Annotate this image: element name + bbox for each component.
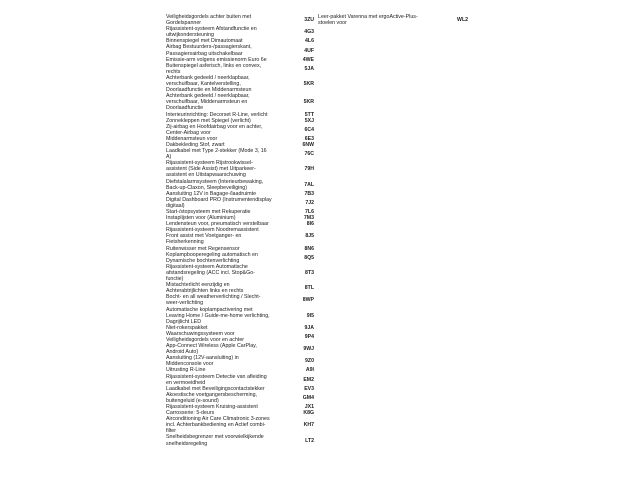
option-code: 7L6	[305, 209, 314, 215]
option-code: 8N6	[304, 245, 314, 252]
option-row	[166, 282, 314, 294]
option-code: LT2	[305, 437, 314, 444]
option-label: Ruitenwisser met Regensensor	[166, 245, 240, 252]
option-label: Automatische koplampactivering met Leaving Home / Guide-me-home verlichting, Dagrijlicht LED	[166, 306, 270, 325]
option-row	[166, 252, 314, 264]
option-label: Achterbank gedeeld / neerklapbaar, verschuifbaar, Middenarmsteun en Doorlaadfunctie	[166, 93, 250, 112]
option-label: Digital Dashboard PRO (Instrumentendisplay digitaal)	[166, 196, 272, 209]
option-label: Start-/stopsysteem met Rekuperatie	[166, 209, 251, 215]
option-label: Achterbank gedeeld / neerklapbaar, verschuifbaar, Kantelverstelling, Doorlaadfunctie en Middenarmsteun	[166, 74, 252, 94]
option-label: Leer-pakket Varenna met ergoActive-Plus-stoelen voor	[318, 14, 418, 27]
option-code: 5KR	[303, 81, 314, 88]
option-label: Rijassistent-systeem Automatische afstandsregeling (ACC incl. Stop&Go-functie)	[166, 263, 255, 283]
option-label: Zonnekleppen met Spiegel (verlicht)	[166, 117, 251, 124]
option-row	[166, 374, 314, 386]
option-label: Waarschuwingssysteem voor Veiligheidsgordels voor en achter	[166, 330, 245, 343]
option-code: 8J5	[305, 233, 314, 240]
option-row	[166, 416, 314, 434]
option-code: 5XJ	[304, 117, 314, 124]
option-label: Emissie-arm volgens emissienorm Euro 6e	[166, 56, 267, 63]
option-label: Mistachterlicht eenzijdig en Achterabtrijlichten links en rechts	[166, 282, 244, 295]
option-code: 4G3	[304, 29, 314, 36]
option-code: 8I6	[306, 221, 314, 228]
option-label: Buitenspiegel asferisch, links en convex, rechts	[166, 62, 262, 75]
option-label: Aansluiting (12V-aansluiting) in Middenconsole voor	[166, 355, 239, 368]
option-label: Interieurinrichting: Decorset R-Line, verlicht	[166, 111, 268, 118]
option-row	[166, 148, 314, 160]
option-code: 6E3	[304, 135, 314, 142]
option-code: GM4	[302, 394, 314, 401]
option-code: 6NW	[302, 141, 314, 148]
option-row	[166, 294, 314, 306]
option-row	[166, 44, 314, 56]
options-list-right	[318, 14, 468, 26]
option-code: 4L6	[305, 38, 314, 45]
option-code: 8Q5	[304, 254, 314, 261]
option-code: JX1	[304, 404, 314, 410]
option-code: A9I	[305, 367, 314, 374]
option-label: Koplampbooperegeling automatisch en Dynamische bochtenverlichting	[166, 251, 258, 264]
option-code: 4UF	[304, 47, 314, 54]
option-code: 5JA	[304, 65, 314, 72]
option-row	[166, 331, 314, 343]
option-code: 7B3	[304, 190, 314, 197]
option-row	[166, 307, 314, 325]
option-row	[166, 392, 314, 404]
option-row	[318, 14, 468, 26]
option-label: Akoestische voetgangersbescherming, buitengeluid (e-sound)	[166, 391, 257, 404]
option-code: 6C4	[304, 126, 314, 133]
option-row	[166, 75, 314, 93]
option-code: WL2	[457, 17, 468, 24]
option-code: 9I5	[306, 312, 314, 319]
option-label: Uitrusting R-Line	[166, 367, 206, 374]
option-label: Laadkabel met Type 2-stekker (Mode 3, 16 A)	[166, 148, 267, 161]
option-code: 9WJ	[303, 346, 314, 353]
option-row	[166, 93, 314, 111]
option-row	[166, 197, 314, 209]
option-code: 8WP	[302, 297, 314, 304]
option-row	[166, 160, 314, 178]
option-label: Rijassistent-systeem Rijstrookwissel-assistent (Side Assist) met Uitparkeer-assistent en Uitstapwaarschuwing	[166, 160, 256, 179]
option-code: 9Z0	[305, 358, 314, 365]
option-label: Carrosserie: 5-deurs	[166, 410, 215, 417]
option-row	[166, 264, 314, 282]
option-label: Niet-rokerspakket	[166, 324, 208, 331]
option-label: Rijassistent-systeem Afstandfunctie en uitwijkondersteuning	[166, 26, 257, 39]
option-code: EM2	[303, 376, 314, 383]
option-code: 79H	[304, 166, 314, 173]
option-code: 3ZU	[304, 17, 314, 24]
option-label: Rijassistent-systeem Kruising-assistent	[166, 404, 258, 410]
option-label: Airbag Bestuurders-/passagierskant, Passagiersairbag uitschakelbaar	[166, 44, 252, 57]
option-row	[166, 434, 314, 446]
option-code: 9JA	[304, 324, 314, 331]
option-row	[166, 14, 314, 26]
option-code: K8G	[303, 410, 314, 417]
option-label: Airconditioning Air Care Climatronic 3-zones incl. Achterbankbediening en Actief combi-filter	[166, 416, 270, 435]
option-row	[166, 343, 314, 355]
option-code: 9P4	[304, 333, 314, 340]
option-row	[166, 124, 314, 136]
option-label: Bocht- en all weatherverlichting / Slecht-weer-verlichting	[166, 294, 261, 307]
option-code: 7AL	[304, 181, 314, 188]
options-list-left	[166, 14, 314, 447]
option-row	[166, 355, 314, 367]
option-row	[166, 227, 314, 245]
option-code: 7M3	[303, 215, 314, 222]
option-label: App-Connect Wireless (Apple CarPlay, Android Auto)	[166, 343, 257, 356]
option-row	[166, 26, 314, 38]
option-label: Laadkabel met Beveiligingscontactstekker	[166, 385, 265, 392]
option-row	[166, 63, 314, 75]
option-label: Rijassistent-systeem Detectie van afleiding en vermoeidheid	[166, 373, 267, 386]
option-code: 7J2	[305, 199, 314, 206]
option-label: Binnenspiegel met Dimautomaat	[166, 38, 243, 45]
option-code: 76C	[304, 151, 314, 158]
option-code: 8TL	[304, 285, 314, 292]
option-label: Snelheidsbegrenzer met voorwielkijkende snelheidsregeling	[166, 434, 264, 447]
option-label: Middenarmsteun voor	[166, 135, 218, 142]
option-code: 5KR	[303, 99, 314, 106]
option-label: Diefstalalarmsysteem (Interieurbewaking, Back-up-Claxon, Sleepbeveiliging)	[166, 178, 264, 191]
option-label: Rijassistent-systeem Noodremassistent Front assist met Voetganger- en Fietsherkenning	[166, 227, 259, 246]
option-row	[166, 179, 314, 191]
option-label: Veiligheidsgordels achter buiten met Gordelspanner	[166, 14, 252, 27]
option-code: KH7	[303, 422, 314, 429]
option-label: Instaplijsten voor (Aluminium)	[166, 215, 236, 222]
option-label: Dakbekleding Stof, zwart	[166, 141, 225, 148]
option-code: 4WE	[302, 56, 314, 63]
option-code: EV3	[304, 385, 314, 392]
option-label: Aansluiting 12V in Bagage-/laadruimte	[166, 190, 257, 197]
option-label: Lendensteun voor, pneumatisch verstelbaar	[166, 221, 269, 228]
option-code: 8T3	[305, 269, 314, 276]
option-code: 5TT	[304, 111, 314, 118]
option-label: Zij-airbag en Hoofdairbag voor en achter, Center-Airbag voor	[166, 123, 263, 136]
